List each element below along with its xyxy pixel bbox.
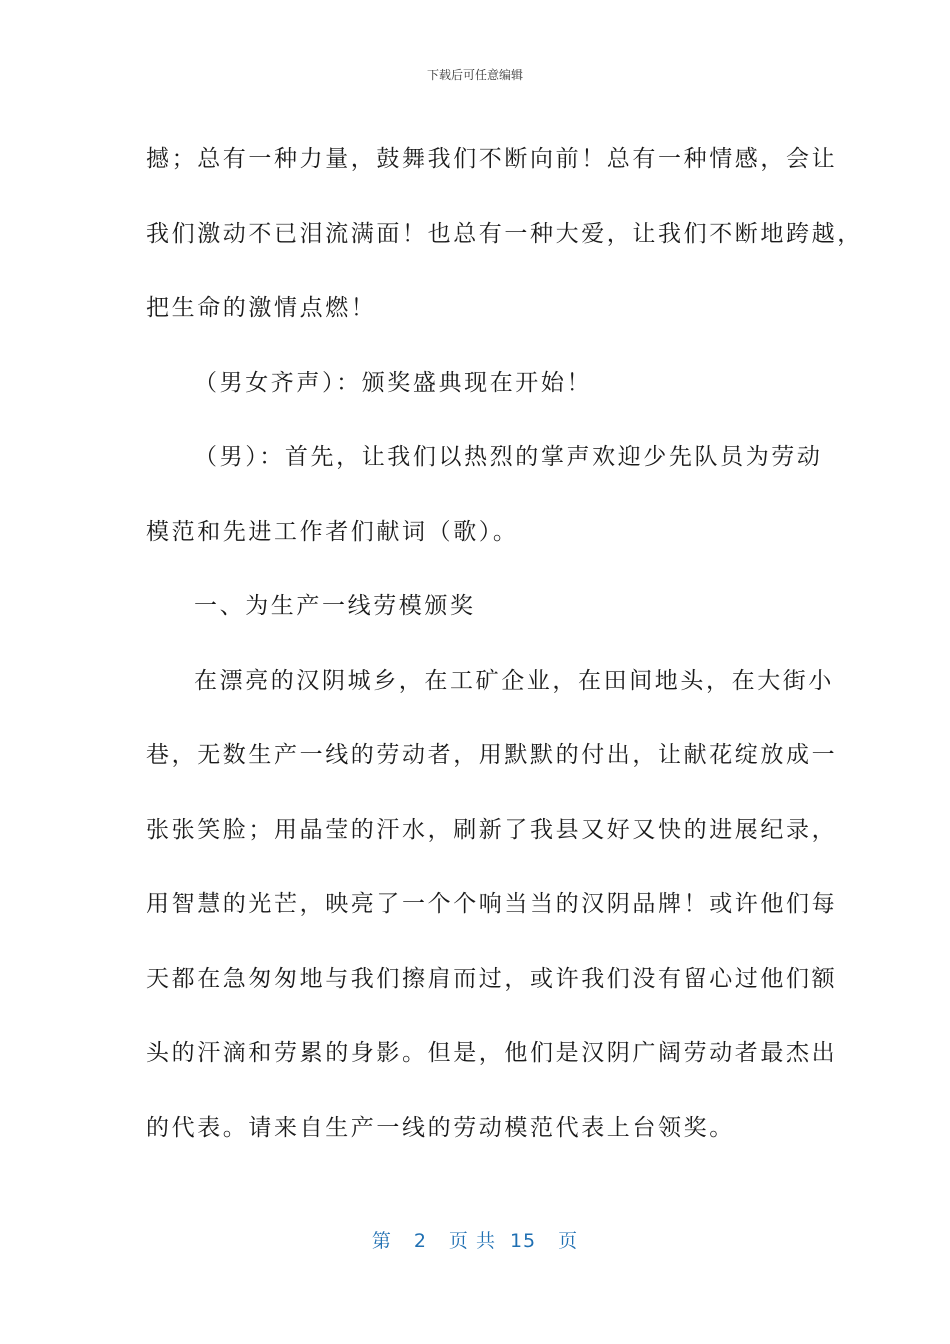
text-line: 撼；总有一种力量，鼓舞我们不断向前！总有一种情感，会让 <box>146 146 838 172</box>
document-body <box>146 122 863 1165</box>
text-line: （男女齐声）：颁奖盛典现在开始！ <box>194 369 593 396</box>
paragraph <box>146 122 863 346</box>
current-page-number: 2 <box>413 1230 427 1252</box>
text-line: 我们激动不已泪流满面！也总有一种大爱，让我们不断地跨越， <box>146 220 863 247</box>
page-label-suffix: 页 <box>558 1230 579 1252</box>
total-pages-number: 15 <box>509 1230 537 1252</box>
text-line: 巷，无数生产一线的劳动者，用默默的付出，让献花绽放成一 <box>146 742 838 768</box>
section-heading <box>146 569 810 644</box>
text-line: 模范和先进工作者们献词（歌）。 <box>146 518 519 545</box>
text-line: 把生命的激情点燃！ <box>146 295 377 321</box>
text-line: （男）：首先，让我们以热烈的掌声欢迎少先队员为劳动 <box>194 444 823 470</box>
paragraph <box>146 644 838 1166</box>
text-line: 张张笑脸；用晶莹的汗水，刷新了我县又好又快的进展纪录， <box>146 816 838 843</box>
text-line: 用智慧的光芒，映亮了一个个响当当的汉阴品牌！或许他们每 <box>146 891 838 917</box>
text-line: 一、为生产一线劳模颁奖 <box>194 593 476 619</box>
page-label-prefix: 第 <box>371 1230 392 1252</box>
text-line: 头的汗滴和劳累的身影。但是，他们是汉阴广阔劳动者最杰出 <box>146 1040 838 1066</box>
page-header: 下载后可任意编辑 <box>426 68 523 82</box>
text-line: 天都在急匆匆地与我们擦肩而过，或许我们没有留心过他们额 <box>146 965 838 992</box>
text-line: 的代表。请来自生产一线的劳动模范代表上台领奖。 <box>146 1114 735 1141</box>
paragraph <box>146 420 823 569</box>
paragraph <box>146 346 810 421</box>
page-label-mid: 页 共 <box>448 1230 496 1252</box>
page-footer <box>0 1226 950 1253</box>
text-line: 在漂亮的汉阴城乡，在工矿企业，在田间地头，在大街小 <box>194 667 834 694</box>
